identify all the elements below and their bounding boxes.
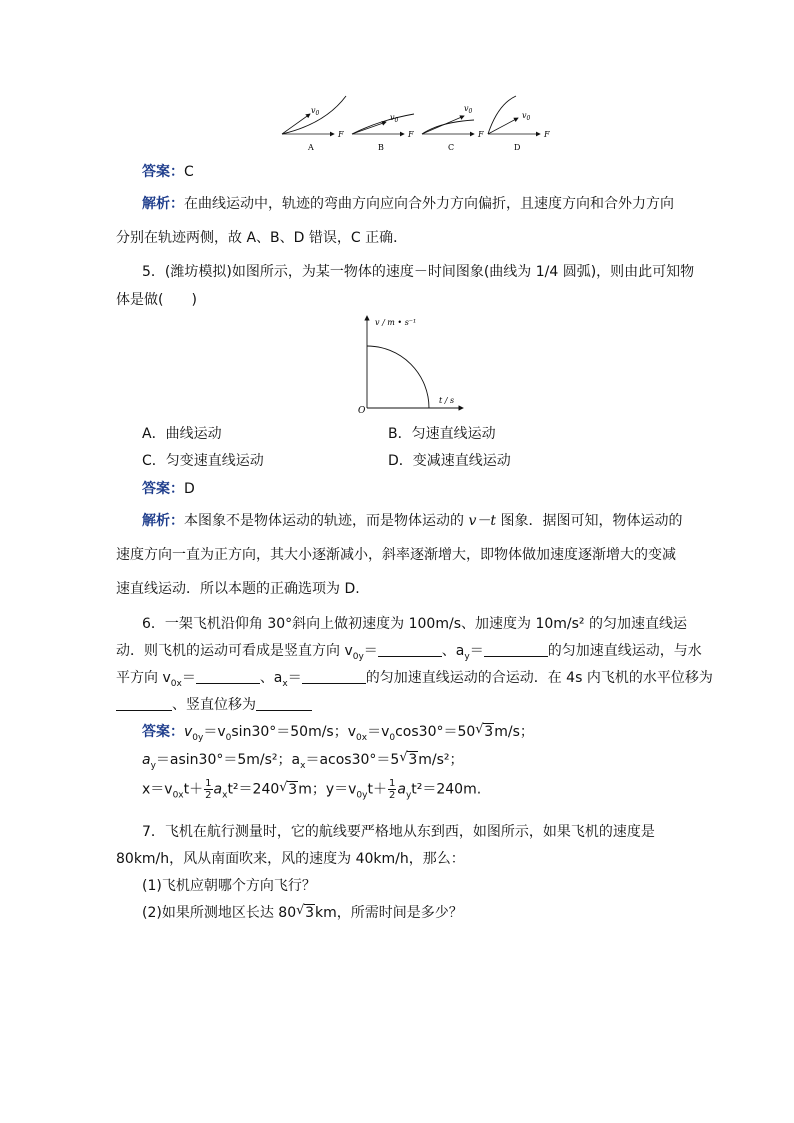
answer-label: 答案： (142, 481, 184, 497)
q5-stem-line1: 5．(潍坊模拟)如图所示，为某一物体的速度－时间图象(曲线为 1/4 圆弧)，则由此可知物 (142, 264, 695, 280)
q7-stem-line1: 7．飞机在航行测量时，它的航线要严格地从东到西，如图所示，如果飞机的速度是 (142, 824, 655, 840)
q5-answer (142, 479, 195, 499)
diagram-d (488, 96, 550, 152)
diagram-b (352, 113, 414, 152)
origin-label: O (358, 406, 366, 416)
v0-label: $v_0$ (464, 104, 473, 115)
v0-label: $v_0$ (522, 111, 531, 122)
v0-label: $v_0$ (311, 106, 320, 117)
v0-subscript: 0 (526, 115, 531, 122)
diagram-label-c: C (448, 143, 455, 152)
q7-subquestion-1: (1)飞机应朝哪个方向飞行？ (142, 878, 316, 894)
q5-explanation-line2: 速度方向一直为正方向，其大小逐渐减小，斜率逐渐增大，即物体做加速度逐渐增大的变减 (116, 547, 676, 563)
q5-explanation-line3: 速直线运动．所以本题的正确选项为 D. (116, 581, 360, 597)
q7-subquestion-2: (2)如果所测地区长达 80√ 3km，所需时间是多少？ (142, 903, 463, 923)
y-axis-label: v / m • s⁻¹ (375, 318, 417, 327)
diagram-a (282, 96, 346, 152)
x-axis-label: t / s (439, 396, 455, 405)
q4-explanation-line1: 解析：在曲线运动中，轨迹的弯曲方向应向合外力方向偏折，且速度方向和合外力方向 (142, 196, 674, 212)
blank-horizontal-displacement[interactable] (116, 696, 172, 711)
answer-label: 答案： (142, 724, 184, 740)
f-label: F (478, 130, 484, 139)
q7-stem-line2: 80km/h，风从南面吹来，风的速度为 40km/h，那么： (116, 851, 465, 867)
q5-option-a: A．曲线运动 (142, 426, 222, 442)
q4-answer (142, 162, 194, 182)
diagram-c (422, 104, 484, 152)
v0-label: $v_0$ (390, 113, 399, 124)
answer-value: C (184, 164, 194, 180)
q6-stem-line4: 、竖直位移为 (116, 695, 312, 715)
answer-value: D (184, 481, 195, 497)
blank-ay[interactable] (484, 642, 548, 657)
explanation-label: 解析： (142, 196, 184, 212)
q6-stem-line2: 动．则飞机的运动可看成是竖直方向 $v_{0y}=$ 、$a_y=$ 的匀加速直线运动，与水 (116, 643, 702, 662)
blank-ax[interactable] (302, 669, 366, 684)
diagram-label-a: A (308, 143, 314, 152)
q6-answer-line1: 答案：$v_{0y}=v_0\sin 30^\circ=50m/s$；$v_{0x}=v_0\cos 30^\circ=50√$ 3m/s； (142, 721, 534, 743)
q5-explanation-line1: 解析：本图象不是物体运动的轨迹，而是物体运动的 v－t 图象．据图可知，物体运动的 (142, 513, 683, 529)
q5-option-b: B．匀速直线运动 (388, 426, 496, 442)
q5-option-d: D．变减速直线运动 (388, 453, 511, 469)
answer-label: 答案： (142, 164, 184, 180)
explanation-label: 解析： (142, 513, 184, 529)
v0-subscript: 0 (315, 110, 320, 117)
diagram-label-d: D (514, 143, 521, 152)
f-label: F (408, 130, 414, 139)
q6-answer-line2: $a_y=asin30^\circ=5m/s^2$；$a_x=acos30^\circ=5√$ 3m/s²； (142, 749, 464, 771)
blank-v0x[interactable] (196, 669, 260, 684)
v0-subscript: 0 (468, 108, 473, 115)
q6-stem-line1: 6．一架飞机沿仰角 30°斜向上做初速度为 100m/s、加速度为 10m/s² 的匀加速直线运 (142, 616, 687, 632)
blank-v0y[interactable] (378, 642, 442, 657)
trajectory-options-figure (280, 92, 550, 154)
q5-stem-line2: 体是做( ) (116, 292, 197, 308)
v0-subscript: 0 (394, 117, 399, 124)
q5-option-c: C．匀变速直线运动 (142, 453, 264, 469)
f-label: F (544, 130, 550, 139)
diagram-label-b: B (378, 143, 384, 152)
blank-vertical-displacement[interactable] (256, 696, 312, 711)
q6-answer-line3: $x=v_{0x}t+$ $\frac{1}{2}$ $a_xt^2=240√$ 3m；$y=v_{0y}t+$ $\frac{1}{2}$ $a_yt^2=240m$. (142, 778, 481, 801)
q6-stem-line3: 平方向 $v_{0x}=$ 、$a_x=$ 的匀加速直线运动的合运动．在 4s 内飞机的水平位移为 (116, 670, 713, 689)
velocity-time-graph (355, 312, 465, 416)
f-label: F (338, 130, 344, 139)
q4-explanation-line2: 分别在轨迹两侧，故 A、B、D 错误，C 正确． (116, 230, 408, 246)
